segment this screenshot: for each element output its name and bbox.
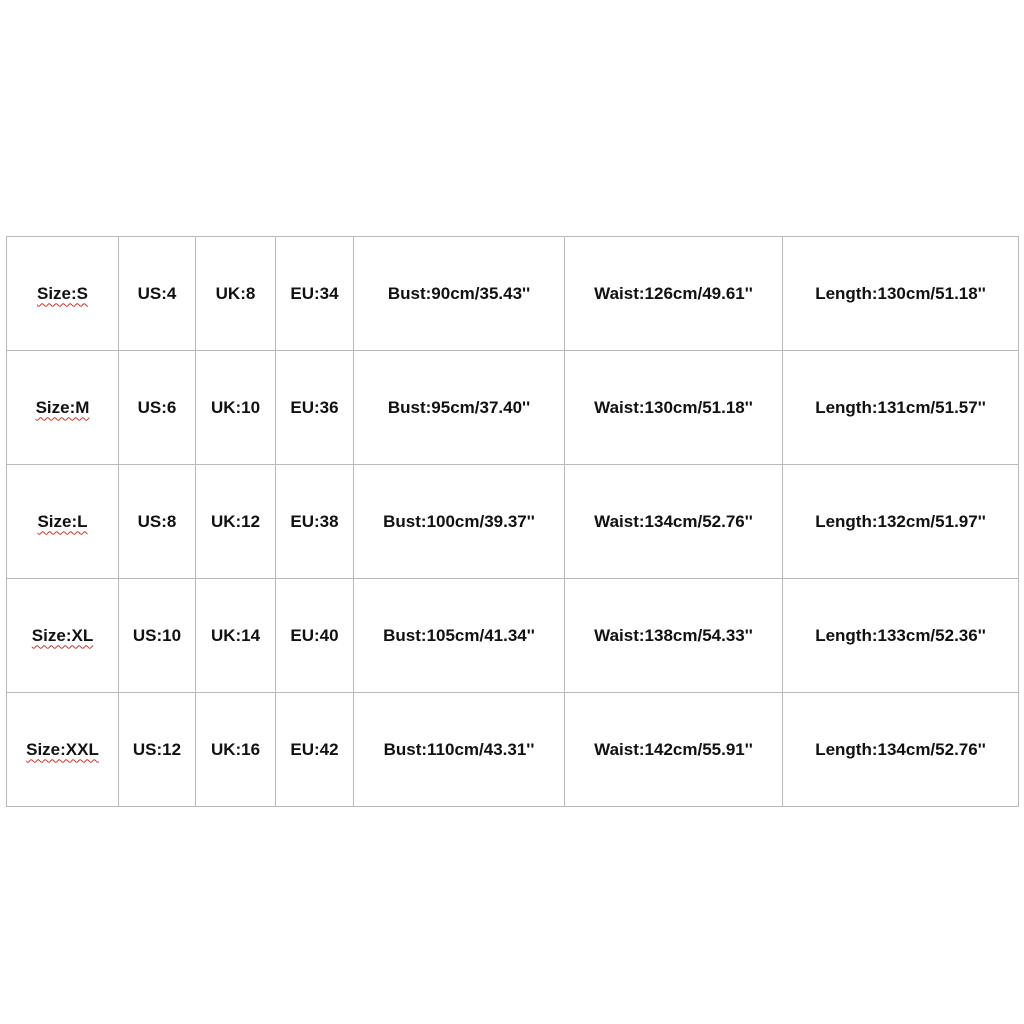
size-cell — [7, 693, 119, 807]
table-row — [7, 351, 1019, 465]
length-cell: Length:132cm/51.97'' — [783, 465, 1019, 579]
bust-cell: Bust:95cm/37.40'' — [354, 351, 565, 465]
bust-cell: Bust:105cm/41.34'' — [354, 579, 565, 693]
bust-cell: Bust:110cm/43.31'' — [354, 693, 565, 807]
size-label: Size:S — [36, 283, 89, 303]
uk-size-cell: UK:14 — [196, 579, 276, 693]
waist-cell: Waist:134cm/52.76'' — [565, 465, 783, 579]
table-row — [7, 693, 1019, 807]
size-cell — [7, 465, 119, 579]
size-label: Size:XXL — [26, 739, 99, 759]
us-size-cell: US:6 — [119, 351, 196, 465]
us-size-cell: US:12 — [119, 693, 196, 807]
size-label: Size:L — [37, 511, 88, 531]
length-cell: Length:133cm/52.36'' — [783, 579, 1019, 693]
size-chart-table — [6, 236, 1019, 807]
length-cell: Length:130cm/51.18'' — [783, 237, 1019, 351]
us-size-cell: US:10 — [119, 579, 196, 693]
uk-size-cell: UK:16 — [196, 693, 276, 807]
table-row — [7, 465, 1019, 579]
eu-size-cell: EU:40 — [276, 579, 354, 693]
eu-size-cell: EU:38 — [276, 465, 354, 579]
us-size-cell: US:4 — [119, 237, 196, 351]
waist-cell: Waist:138cm/54.33'' — [565, 579, 783, 693]
size-label: Size:XL — [31, 625, 94, 645]
uk-size-cell: UK:10 — [196, 351, 276, 465]
size-cell — [7, 579, 119, 693]
table-row — [7, 579, 1019, 693]
size-cell — [7, 237, 119, 351]
length-cell: Length:131cm/51.57'' — [783, 351, 1019, 465]
length-cell: Length:134cm/52.76'' — [783, 693, 1019, 807]
uk-size-cell: UK:12 — [196, 465, 276, 579]
waist-cell: Waist:130cm/51.18'' — [565, 351, 783, 465]
uk-size-cell: UK:8 — [196, 237, 276, 351]
eu-size-cell: EU:36 — [276, 351, 354, 465]
us-size-cell: US:8 — [119, 465, 196, 579]
waist-cell: Waist:142cm/55.91'' — [565, 693, 783, 807]
size-cell — [7, 351, 119, 465]
waist-cell: Waist:126cm/49.61'' — [565, 237, 783, 351]
table-row — [7, 237, 1019, 351]
eu-size-cell: EU:42 — [276, 693, 354, 807]
size-label: Size:M — [35, 397, 90, 417]
bust-cell: Bust:100cm/39.37'' — [354, 465, 565, 579]
bust-cell: Bust:90cm/35.43'' — [354, 237, 565, 351]
eu-size-cell: EU:34 — [276, 237, 354, 351]
